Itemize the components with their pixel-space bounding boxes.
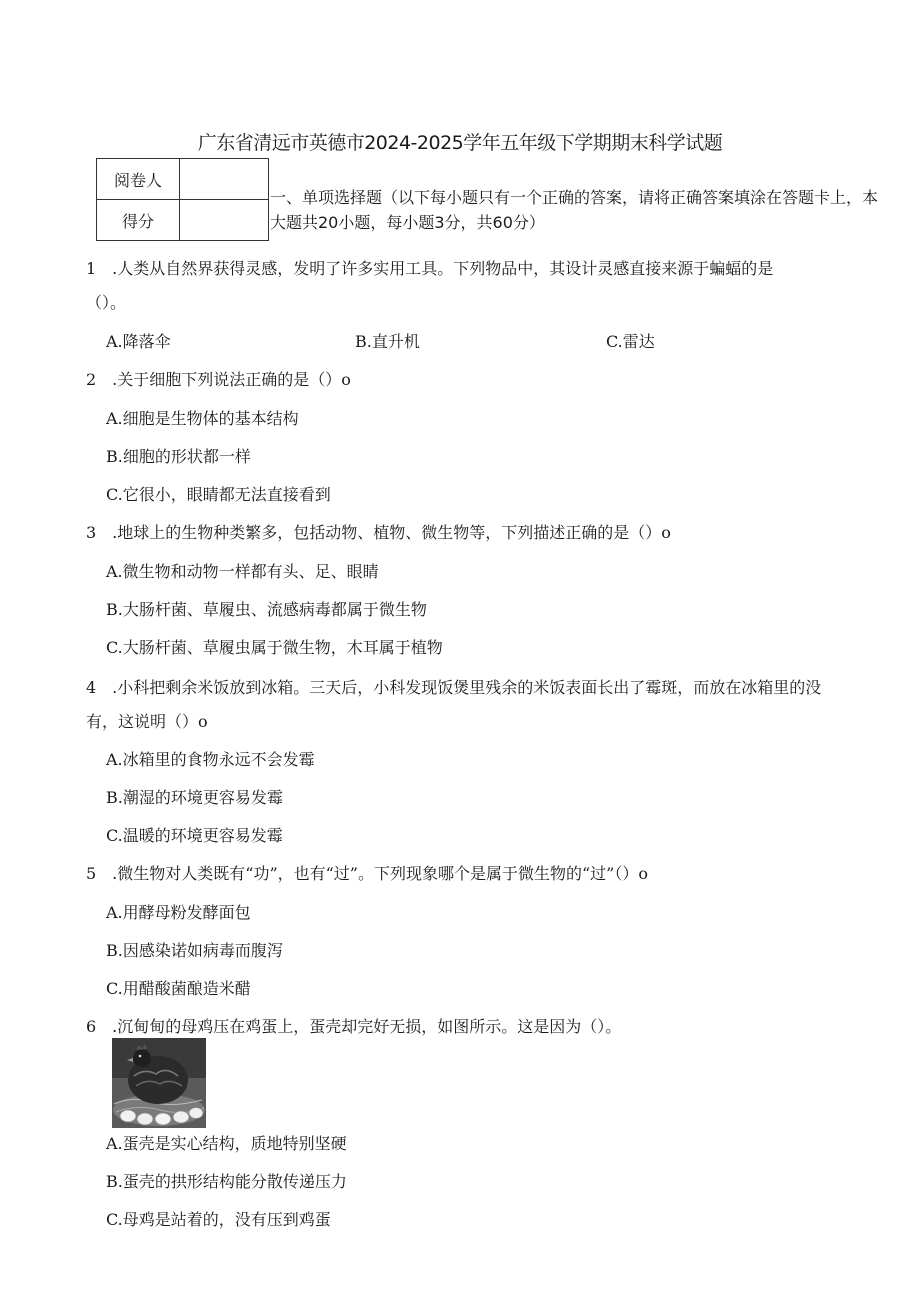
question-4-option-a: A.冰箱里的食物永远不会发霉 [106,750,315,769]
question-2-option-c: C.它很小，眼睛都无法直接看到 [106,485,331,504]
question-1-stem-cont: （）。 [86,293,127,312]
score-label: 得分 [97,200,180,241]
question-4-stem-cont: 有，这说明（）o [86,712,208,731]
question-2-option-b: B.细胞的形状都一样 [106,447,251,466]
question-5-option-c: C.用醋酸菌酿造米醋 [106,979,251,998]
question-2-stem: 2 .关于细胞下列说法正确的是（）o [86,370,351,389]
score-field [180,200,269,241]
section-heading: 一、单项选择题（以下每小题只有一个正确的答案，请将正确答案填涂在答题卡上，本大题共20小题，每小题3分，共60分） [270,188,879,232]
question-6-option-c: C.母鸡是站着的，没有压到鸡蛋 [106,1210,331,1229]
reviewer-label: 阅卷人 [97,159,180,200]
question-5-option-b: B.因感染诺如病毒而腹泻 [106,941,283,960]
reviewer-field [180,159,269,200]
question-4-option-c: C.温暖的环境更容易发霉 [106,826,283,845]
question-6-option-b: B.蛋壳的拱形结构能分散传递压力 [106,1172,347,1191]
question-6-stem: 6 .沉甸甸的母鸡压在鸡蛋上，蛋壳却完好无损，如图所示。这是因为（）。 [86,1017,622,1036]
question-3-option-a: A.微生物和动物一样都有头、足、眼睛 [106,562,379,581]
question-3-option-c: C.大肠杆菌、草履虫属于微生物，木耳属于植物 [106,638,443,657]
page-title: 广东省清远市英德市2024-2025学年五年级下学期期末科学试题 [197,132,723,154]
question-3-option-b: B.大肠杆菌、草履虫、流感病毒都属于微生物 [106,600,427,619]
question-4-option-b: B.潮湿的环境更容易发霉 [106,788,283,807]
question-1-option-c: C.雷达 [606,332,655,351]
question-6-option-a: A.蛋壳是实心结构，质地特别坚硬 [106,1134,347,1153]
question-5-option-a: A.用酵母粉发酵面包 [106,903,251,922]
question-1-stem: 1 .人类从自然界获得灵感，发明了许多实用工具。下列物品中，其设计灵感直接来源于蝙蝠的是 [86,259,774,278]
question-1-option-a: A.降落伞 [106,332,171,351]
question-2-option-a: A.细胞是生物体的基本结构 [106,409,299,428]
question-3-stem: 3 .地球上的生物种类繁多，包括动物、植物、微生物等，下列描述正确的是（）o [86,523,671,542]
hen-on-eggs-illustration [112,1038,206,1128]
question-5-stem: 5 .微生物对人类既有“功”，也有“过”。下列现象哪个是属于微生物的“过”（）o [86,864,648,883]
score-table [96,158,269,241]
question-4-stem: 4 .小科把剩余米饭放到冰箱。三天后，小科发现饭煲里残余的米饭表面长出了霉斑，而放在冰箱里的没 [86,678,822,697]
question-1-option-b: B.直升机 [355,332,420,351]
